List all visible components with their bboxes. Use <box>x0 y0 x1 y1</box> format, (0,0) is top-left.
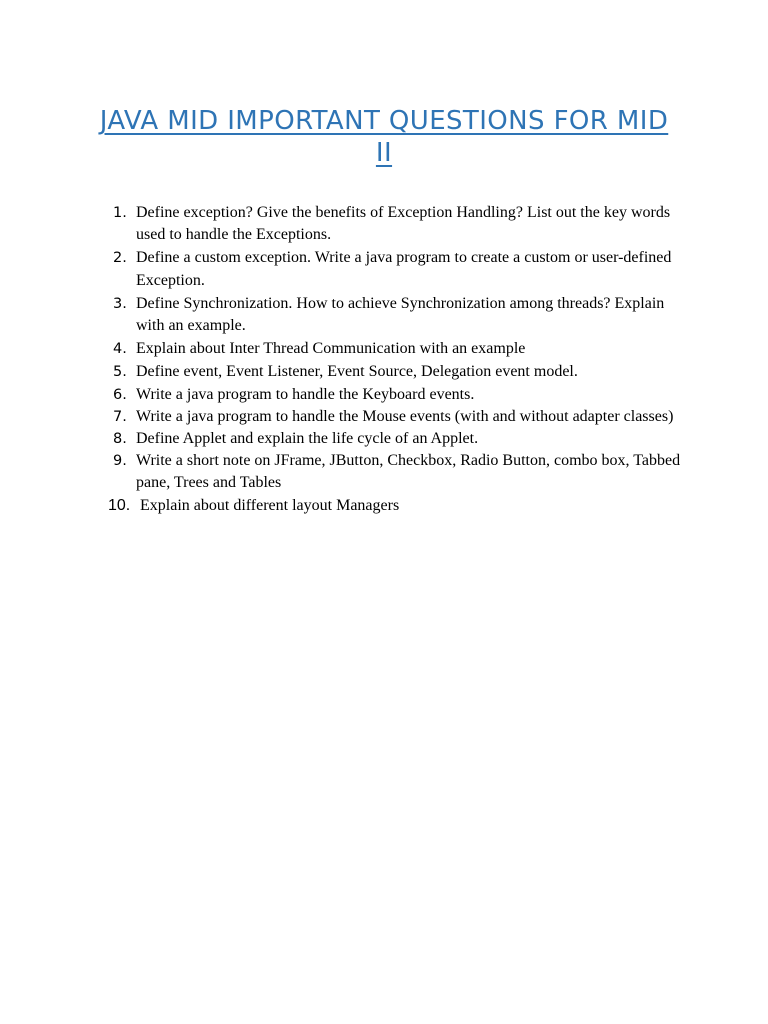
list-item-number: 5. <box>113 364 127 381</box>
list-item <box>108 361 688 383</box>
page-title <box>90 105 678 169</box>
list-item-text: Define event, Event Listener, Event Source, Delegation event model. <box>136 363 578 381</box>
list-item-text: Define Applet and explain the life cycle of an Applet. <box>136 430 479 448</box>
list-item-number: 9. <box>113 453 127 470</box>
list-item-text: Explain about different layout Managers <box>140 496 400 514</box>
list-item-text: Write a short note on JFrame, JButton, Checkbox, Radio Button, combo box, Tabbed pane, Trees and Tables <box>136 452 681 492</box>
list-item-number: 2. <box>113 250 127 267</box>
list-item <box>108 495 688 517</box>
list-item <box>108 247 688 291</box>
list-item-text: Explain about Inter Thread Communication with an example <box>136 340 526 358</box>
list-item-number: 1. <box>113 205 127 221</box>
list-item-number: 6. <box>113 386 127 403</box>
question-list <box>108 202 688 517</box>
page-title-text: JAVA MID IMPORTANT QUESTIONS FOR MID II <box>99 106 669 168</box>
list-item-number: 4. <box>113 341 127 358</box>
list-item <box>108 338 688 360</box>
list-item-text: Define Synchronization. How to achieve Synchronization among threads? Explain with an example. <box>136 294 665 335</box>
list-item <box>108 293 688 337</box>
list-item-text: Define exception? Give the benefits of Exception Handling? List out the key words used to handle the Exceptions. <box>136 204 671 244</box>
list-item <box>108 406 688 428</box>
list-item-text: Write a java program to handle the Mouse events (with and without adapter classes) <box>136 407 674 425</box>
list-item-number: 10. <box>108 496 131 514</box>
list-item <box>108 450 688 494</box>
list-item <box>108 384 688 406</box>
list-item-number: 7. <box>113 408 127 425</box>
list-item-number: 3. <box>113 295 127 312</box>
list-item <box>108 428 688 450</box>
list-item-number: 8. <box>113 431 127 448</box>
list-item-text: Write a java program to handle the Keyboard events. <box>136 385 475 403</box>
list-item-text: Define a custom exception. Write a java program to create a custom or user-defined Exception. <box>136 249 672 289</box>
list-item <box>108 202 688 246</box>
